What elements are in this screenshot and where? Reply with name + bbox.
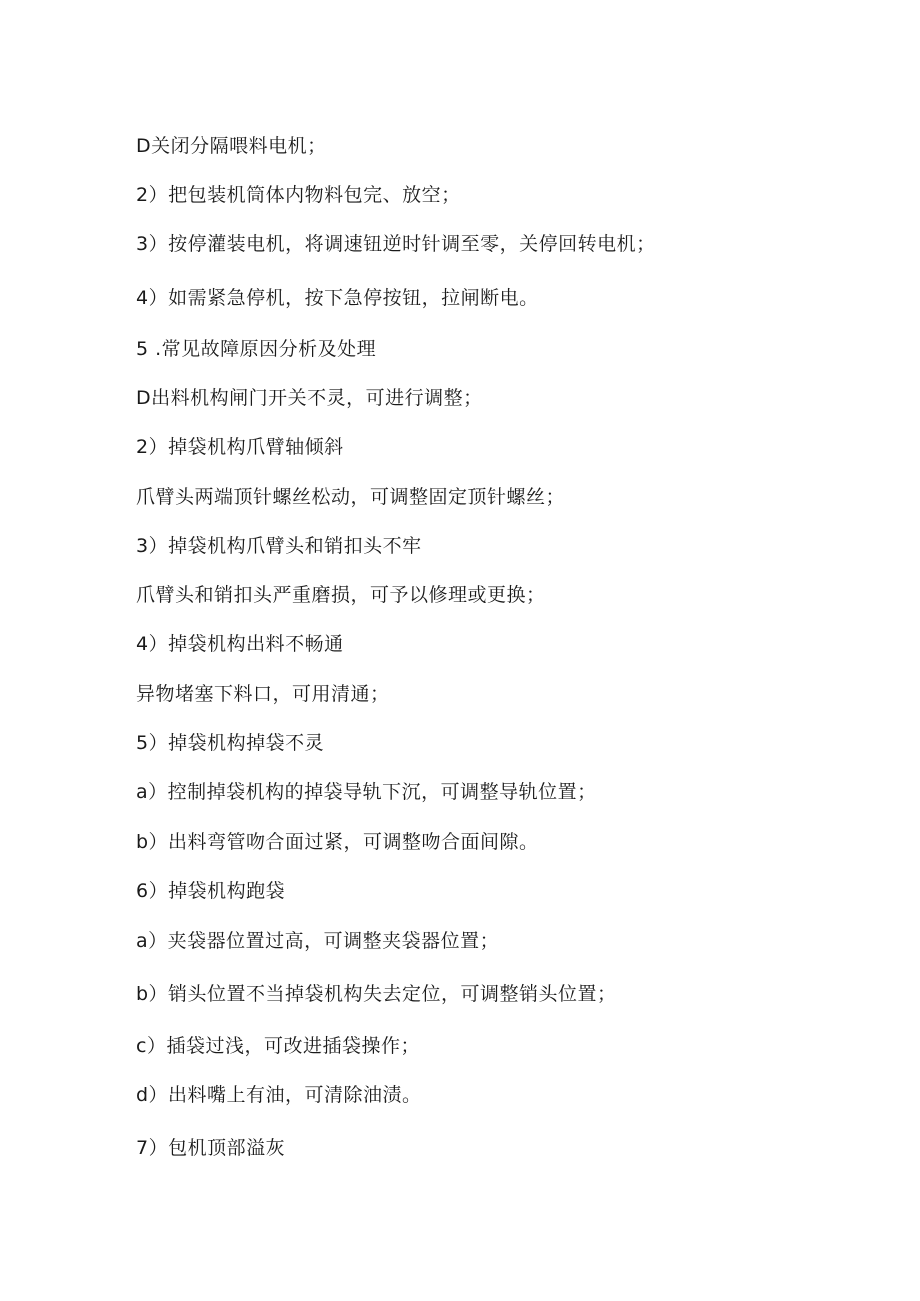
text-line: a）控制掉袋机构的掉袋导轨下沉，可调整导轨位置； bbox=[136, 781, 597, 803]
text-line: 4）掉袋机构出料不畅通 bbox=[136, 633, 344, 655]
section-heading: 5 .常见故障原因分析及处理 bbox=[136, 338, 377, 360]
text-line: 5）掉袋机构掉袋不灵 bbox=[136, 732, 325, 754]
text-line: 爪臂头和销扣头严重磨损，可予以修理或更换； bbox=[136, 584, 546, 606]
text-line: 爪臂头两端顶针螺丝松动，可调整固定顶针螺丝； bbox=[136, 486, 566, 508]
text-line: a）夹袋器位置过高，可调整夹袋器位置； bbox=[136, 930, 500, 952]
text-line: 6）掉袋机构跑袋 bbox=[136, 880, 286, 902]
text-line: c）插袋过浅，可改进插袋操作； bbox=[136, 1035, 420, 1057]
text-line: D关闭分隔喂料电机； bbox=[136, 135, 327, 157]
text-line: 异物堵塞下料口，可用清通； bbox=[136, 683, 390, 705]
text-line: 2）把包装机筒体内物料包完、放空； bbox=[136, 184, 461, 206]
text-line: 3）按停灌装电机，将调速钮逆时针调至零，关停回转电机； bbox=[136, 233, 656, 255]
text-line: b）销头位置不当掉袋机构失去定位，可调整销头位置； bbox=[136, 983, 617, 1005]
text-line: 3）掉袋机构爪臂头和销扣头不牢 bbox=[136, 535, 422, 557]
text-line: 2）掉袋机构爪臂轴倾斜 bbox=[136, 436, 344, 458]
text-line: 7）包机顶部溢灰 bbox=[136, 1137, 286, 1159]
text-line: D出料机构闸门开关不灵，可进行调整； bbox=[136, 387, 483, 409]
text-line: b）出料弯管吻合面过紧，可调整吻合面间隙。 bbox=[136, 831, 539, 853]
text-line: d）出料嘴上有油，可清除油渍。 bbox=[136, 1084, 422, 1106]
text-line: 4）如需紧急停机，按下急停按钮，拉闸断电。 bbox=[136, 287, 539, 309]
